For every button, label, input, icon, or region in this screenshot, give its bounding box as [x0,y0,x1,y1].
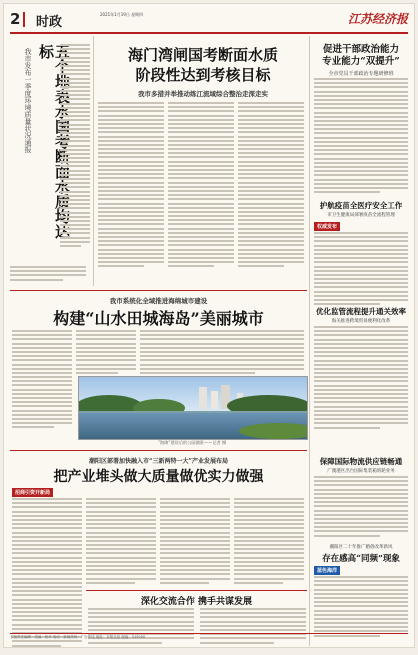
industry-text-col4 [234,498,304,586]
marriage-kicker: 潮阳区二十年推广婚俗改革新风 [329,545,393,550]
page-number: 2 [10,10,21,28]
vertical-kicker: 我市发布一季度环境质量状况通报 [24,48,32,153]
deepen-title: 深化交流合作 携手共谋发展 [140,597,253,607]
logistics-subtitle: 广澳港区出台国际集装箱班轮业务 [327,469,395,474]
industry-text-col1 [12,498,82,647]
section-name: 时政 [36,15,63,30]
left-column-text [10,266,86,283]
industry-title: 把产业堆头做大质量做优实力做强 [53,469,264,485]
section-rule-2 [10,450,307,451]
right-lower-subtitle: 海关推进跨境贸易便利化改革 [331,319,391,324]
photo-caption: “海绵”建设后的公园湖景——记者 摄 [157,440,227,445]
tag-authority-release: 权威发布 [314,222,340,231]
section-rule-3 [86,590,307,591]
section-rule [10,290,307,291]
right-lower-text [314,326,408,431]
lead-text-col3 [238,102,304,270]
sponge-text-col3 [140,330,304,376]
lead-title-line1: 海门湾闸国考断面水质 [127,46,278,64]
date-line: 2021年1月19日 星期四 [100,12,144,17]
sponge-text-col2 [76,330,136,376]
newspaper-logo: 江苏经济报 [347,12,408,26]
sponge-text-col1 [12,330,72,431]
right-top-title-line1: 促进干部政治能力 [322,44,399,55]
lead-subtitle: 我市多措并举推动练江流域综合整治走深走实 [138,90,268,98]
right-mid-title: 护航疫苗全医疗安全工作 [319,201,403,210]
right-lower-title: 优化监管流程提升通关效率 [316,307,406,316]
page-number-divider [23,12,25,27]
newspaper-page [4,4,414,647]
industry-kicker: 潮阳区部署加快融入市“三新两特一大”产业发展布局 [89,458,228,465]
tag-blue-ocean: 蓝色海洋 [314,566,340,575]
left-narrow-text [60,44,90,249]
right-column-divider [309,36,310,646]
lead-text-col2 [168,102,234,270]
sponge-kicker: 我市系统化全域推进海绵城市建设 [109,297,208,305]
lake-park-image [79,377,307,439]
lake-park-photo [78,376,308,440]
column-divider [93,36,94,286]
logistics-title: 保障国际物流供应链畅通 [319,457,403,466]
sponge-title: 构建“山水田城海岛”美丽城市 [53,309,264,328]
logistics-text [314,476,408,539]
tag-investment: 招商引资开新局 [12,488,53,497]
masthead [10,10,408,34]
marriage-text [314,576,408,639]
right-top-title-line2: 专业能力“双提升” [322,56,400,67]
lead-text-col1 [98,102,164,270]
right-mid-text [314,232,408,307]
vertical-headline: 五个地表水国考 质 标 [37,44,71,209]
right-top-subtitle: 全市党员干部政治专题研修班 [328,71,394,77]
right-mid-subtitle: 市卫生健康局部署疫苗全流程管理 [327,213,395,218]
industry-text-col3 [160,498,230,586]
page-footer: 本版责任编辑 · 美编 · 校对 电话：新闻热线 · 广告热线 地址：本报社址 邮编：515000 [10,633,408,643]
lead-title-line2: 阶段性达到考核目标 [135,66,271,84]
industry-text-col2 [86,498,156,586]
right-top-text [314,78,408,195]
marriage-title: 存在感高“同频”现象 [322,554,400,564]
